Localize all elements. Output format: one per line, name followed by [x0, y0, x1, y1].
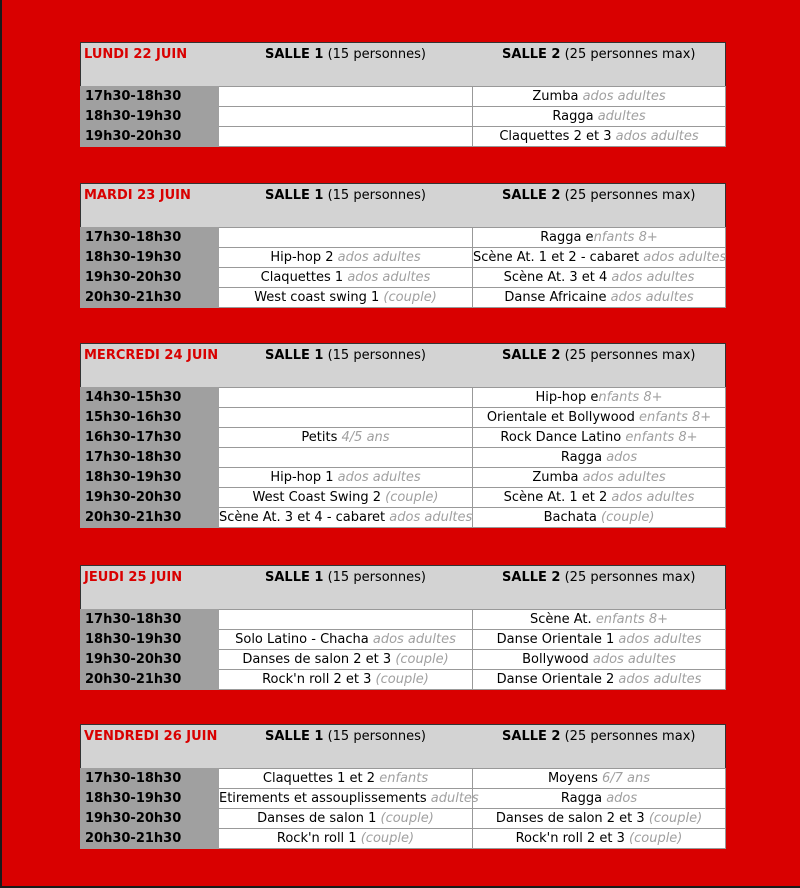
- salle-1-header: [219, 184, 473, 228]
- salle-capacity: (25 personnes max): [564, 348, 696, 363]
- course-name: Scène At. 3 et 4 - cabaret: [219, 510, 386, 525]
- day-title: JEUDI 25 JUIN: [81, 566, 219, 610]
- course-audience: ados adultes: [615, 129, 699, 144]
- schedule-row: [81, 107, 726, 127]
- salle-1-course: [219, 107, 473, 127]
- salle-capacity: (25 personnes max): [564, 729, 696, 744]
- salle-1-header: [219, 43, 473, 87]
- day-header-row: [81, 184, 726, 228]
- salle-1-course: [219, 508, 473, 528]
- course-audience: adultes: [597, 109, 646, 124]
- salle-2-course: [473, 829, 726, 849]
- salle-2-header: [473, 566, 726, 610]
- salle-label: SALLE 1: [265, 188, 324, 203]
- course-name: Ragga: [552, 109, 594, 124]
- salle-capacity: (25 personnes max): [564, 188, 696, 203]
- schedule-row: [81, 408, 726, 428]
- time-slot: 19h30-20h30: [81, 268, 219, 288]
- course-name: Claquettes 2 et 3: [499, 129, 612, 144]
- schedule-row: [81, 127, 726, 147]
- course-audience: ados adultes: [592, 652, 676, 667]
- salle-1-course: [219, 670, 473, 690]
- schedule-row: [81, 228, 726, 248]
- salle-label: SALLE 1: [265, 47, 324, 62]
- day-header-row: [81, 344, 726, 388]
- course-audience: ados adultes: [337, 470, 421, 485]
- course-audience: ados adultes: [337, 250, 421, 265]
- salle-2-course: [473, 448, 726, 468]
- course-name: Hip-hop 1: [270, 470, 334, 485]
- salle-label: SALLE 2: [502, 348, 561, 363]
- day-header-row: [81, 566, 726, 610]
- course-name: Scène At. 1 et 2: [503, 490, 608, 505]
- schedule-row: [81, 630, 726, 650]
- day-table: [80, 565, 726, 690]
- course-audience: (couple): [648, 811, 703, 826]
- time-slot: 18h30-19h30: [81, 248, 219, 268]
- salle-1-header: [219, 725, 473, 769]
- schedule-row: [81, 428, 726, 448]
- salle-2-header: [473, 184, 726, 228]
- salle-1-course: [219, 428, 473, 448]
- time-slot: 17h30-18h30: [81, 610, 219, 630]
- course-name: Hip-hop 2: [270, 250, 334, 265]
- course-name: Rock'n roll 2 et 3: [515, 831, 625, 846]
- salle-1-course: [219, 127, 473, 147]
- course-audience: ados: [606, 450, 638, 465]
- schedule-row: [81, 448, 726, 468]
- course-audience: ados adultes: [582, 89, 666, 104]
- course-name: West Coast Swing 2: [252, 490, 381, 505]
- salle-capacity: (15 personnes): [327, 188, 426, 203]
- time-slot: 19h30-20h30: [81, 809, 219, 829]
- salle-2-course: [473, 288, 726, 308]
- salle-2-course: [473, 670, 726, 690]
- salle-1-course: [219, 87, 473, 107]
- time-slot: 16h30-17h30: [81, 428, 219, 448]
- salle-2-course: [473, 127, 726, 147]
- course-audience: (couple): [395, 652, 449, 667]
- salle-1-course: [219, 388, 473, 408]
- schedule-row: [81, 87, 726, 107]
- salle-2-header: [473, 344, 726, 388]
- schedule-row: [81, 789, 726, 809]
- salle-capacity: (15 personnes): [327, 348, 426, 363]
- salle-1-header: [219, 344, 473, 388]
- course-name: Ragga: [560, 791, 603, 806]
- course-audience: nfants 8+: [593, 230, 658, 245]
- course-name: Danse Orientale 2: [496, 672, 615, 687]
- time-slot: 18h30-19h30: [81, 789, 219, 809]
- salle-1-course: [219, 228, 473, 248]
- course-name: Claquettes 1: [260, 270, 344, 285]
- course-audience: nfants 8+: [598, 390, 663, 405]
- day-title: LUNDI 22 JUIN: [81, 43, 219, 87]
- salle-capacity: (15 personnes): [327, 570, 426, 585]
- course-name: Etirements et assouplissements: [219, 791, 427, 806]
- course-name: Danse Orientale 1: [496, 632, 615, 647]
- salle-2-course: [473, 268, 726, 288]
- salle-1-course: [219, 809, 473, 829]
- course-name: Rock Dance Latino: [500, 430, 622, 445]
- course-name: Moyens: [547, 771, 598, 786]
- course-name: Hip-hop e: [535, 390, 599, 405]
- course-audience: ados adultes: [618, 632, 702, 647]
- salle-label: SALLE 2: [502, 188, 561, 203]
- salle-2-course: [473, 650, 726, 670]
- course-audience: ados adultes: [611, 490, 695, 505]
- time-slot: 17h30-18h30: [81, 228, 219, 248]
- time-slot: 20h30-21h30: [81, 670, 219, 690]
- course-audience: ados adultes: [389, 510, 473, 525]
- course-name: Bollywood: [522, 652, 589, 667]
- salle-2-course: [473, 408, 726, 428]
- course-audience: enfants 8+: [639, 410, 712, 425]
- schedule-row: [81, 388, 726, 408]
- course-name: Ragga e: [540, 230, 594, 245]
- schedule-row: [81, 650, 726, 670]
- time-slot: 19h30-20h30: [81, 127, 219, 147]
- day-title: VENDREDI 26 JUIN: [81, 725, 219, 769]
- course-audience: enfants 8+: [595, 612, 668, 627]
- salle-2-course: [473, 610, 726, 630]
- course-audience: ados adultes: [372, 632, 456, 647]
- schedule-row: [81, 268, 726, 288]
- course-audience: (couple): [629, 831, 683, 846]
- course-audience: (couple): [375, 672, 429, 687]
- day-header-row: [81, 43, 726, 87]
- time-slot: 18h30-19h30: [81, 630, 219, 650]
- salle-2-header: [473, 725, 726, 769]
- salle-capacity: (15 personnes): [327, 729, 426, 744]
- schedule-row: [81, 488, 726, 508]
- course-audience: (couple): [383, 290, 437, 305]
- course-name: Rock'n roll 2 et 3: [262, 672, 372, 687]
- salle-1-course: [219, 448, 473, 468]
- course-audience: ados adultes: [610, 290, 694, 305]
- salle-1-course: [219, 829, 473, 849]
- salle-label: SALLE 2: [502, 47, 561, 62]
- course-audience: ados adultes: [643, 250, 727, 265]
- schedule-row: [81, 288, 726, 308]
- day-title: MARDI 23 JUIN: [81, 184, 219, 228]
- salle-2-course: [473, 228, 726, 248]
- time-slot: 19h30-20h30: [81, 488, 219, 508]
- salle-capacity: (25 personnes max): [564, 47, 696, 62]
- time-slot: 17h30-18h30: [81, 87, 219, 107]
- schedule-row: [81, 610, 726, 630]
- course-name: Ragga: [560, 450, 603, 465]
- course-name: Danse Africaine: [504, 290, 607, 305]
- course-name: Danses de salon 2 et 3: [242, 652, 392, 667]
- salle-1-course: [219, 488, 473, 508]
- course-name: Orientale et Bollywood: [486, 410, 635, 425]
- salle-1-course: [219, 769, 473, 789]
- salle-1-header: [219, 566, 473, 610]
- course-audience: enfants: [379, 771, 429, 786]
- course-name: Scène At. 1 et 2 - cabaret: [473, 250, 640, 265]
- salle-2-course: [473, 87, 726, 107]
- salle-2-course: [473, 107, 726, 127]
- day-table: [80, 42, 726, 147]
- course-name: Petits: [301, 430, 338, 445]
- course-audience: enfants 8+: [625, 430, 698, 445]
- course-audience: ados adultes: [611, 270, 695, 285]
- salle-2-course: [473, 488, 726, 508]
- salle-1-course: [219, 650, 473, 670]
- schedule-row: [81, 769, 726, 789]
- course-name: Rock'n roll 1: [276, 831, 357, 846]
- salle-1-course: [219, 248, 473, 268]
- salle-1-course: [219, 408, 473, 428]
- salle-2-course: [473, 630, 726, 650]
- salle-2-course: [473, 388, 726, 408]
- salle-capacity: (15 personnes): [327, 47, 426, 62]
- course-name: Solo Latino - Chacha: [235, 632, 369, 647]
- day-header-row: [81, 725, 726, 769]
- course-audience: ados adultes: [582, 470, 666, 485]
- course-name: Claquettes 1 et 2: [262, 771, 376, 786]
- time-slot: 20h30-21h30: [81, 829, 219, 849]
- schedule-row: [81, 248, 726, 268]
- course-audience: adultes: [430, 791, 479, 806]
- course-audience: 4/5 ans: [341, 430, 390, 445]
- salle-label: SALLE 2: [502, 570, 561, 585]
- salle-2-course: [473, 508, 726, 528]
- salle-label: SALLE 2: [502, 729, 561, 744]
- time-slot: 19h30-20h30: [81, 650, 219, 670]
- course-audience: (couple): [380, 811, 434, 826]
- schedule-row: [81, 670, 726, 690]
- salle-1-course: [219, 789, 479, 809]
- salle-1-course: [219, 468, 473, 488]
- salle-2-course: [473, 248, 726, 268]
- salle-2-course: [473, 428, 726, 448]
- day-table: [80, 724, 726, 849]
- time-slot: 14h30-15h30: [81, 388, 219, 408]
- salle-capacity: (25 personnes max): [564, 570, 696, 585]
- course-name: Zumba: [532, 470, 579, 485]
- salle-2-course: [473, 809, 726, 829]
- salle-label: SALLE 1: [265, 348, 324, 363]
- salle-1-course: [219, 288, 473, 308]
- course-name: Scène At. 3 et 4: [503, 270, 608, 285]
- time-slot: 18h30-19h30: [81, 107, 219, 127]
- course-audience: ados adultes: [618, 672, 702, 687]
- course-audience: (couple): [385, 490, 439, 505]
- time-slot: 20h30-21h30: [81, 288, 219, 308]
- course-audience: 6/7 ans: [601, 771, 651, 786]
- salle-2-course: [473, 789, 726, 809]
- time-slot: 18h30-19h30: [81, 468, 219, 488]
- schedule-row: [81, 829, 726, 849]
- time-slot: 17h30-18h30: [81, 448, 219, 468]
- salle-label: SALLE 1: [265, 570, 324, 585]
- course-name: Zumba: [532, 89, 579, 104]
- course-name: Danses de salon 2 et 3: [495, 811, 645, 826]
- course-audience: ados: [606, 791, 638, 806]
- salle-1-course: [219, 630, 473, 650]
- day-title: MERCREDI 24 JUIN: [81, 344, 219, 388]
- schedule-row: [81, 508, 726, 528]
- time-slot: 17h30-18h30: [81, 769, 219, 789]
- time-slot: 20h30-21h30: [81, 508, 219, 528]
- course-name: Scène At.: [530, 612, 592, 627]
- schedule-row: [81, 809, 726, 829]
- course-name: Danses de salon 1: [257, 811, 377, 826]
- salle-1-course: [219, 610, 473, 630]
- course-name: West coast swing 1: [254, 290, 380, 305]
- salle-2-course: [473, 769, 726, 789]
- day-table: [80, 343, 726, 528]
- salle-label: SALLE 1: [265, 729, 324, 744]
- day-table: [80, 183, 726, 308]
- schedule-row: [81, 468, 726, 488]
- course-audience: ados adultes: [347, 270, 431, 285]
- time-slot: 15h30-16h30: [81, 408, 219, 428]
- salle-1-course: [219, 268, 473, 288]
- salle-2-header: [473, 43, 726, 87]
- course-audience: (couple): [601, 510, 655, 525]
- salle-2-course: [473, 468, 726, 488]
- course-name: Bachata: [543, 510, 597, 525]
- course-audience: (couple): [360, 831, 415, 846]
